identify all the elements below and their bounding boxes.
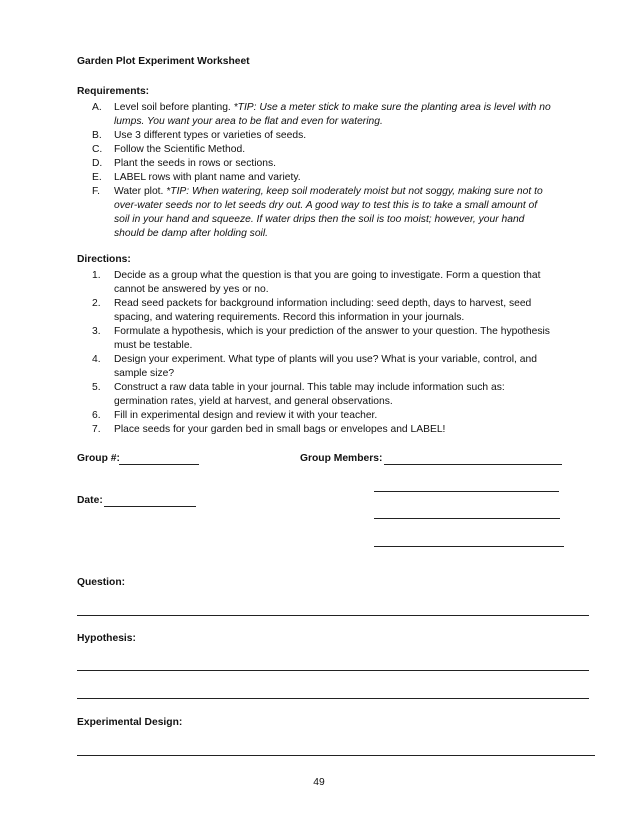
- direction-item-6: [92, 409, 377, 423]
- experimental-design-answer-line[interactable]: [77, 755, 595, 756]
- question-label: Question:: [77, 577, 126, 588]
- direction-continuation: germination rates, yield at harvest, and general observations.: [114, 396, 393, 407]
- direction-text: Construct a raw data table in your journal. This table may include information such as:: [114, 382, 505, 393]
- group-number-label: Group #:: [77, 453, 120, 464]
- requirement-marker: F.: [92, 186, 101, 197]
- direction-text: Design your experiment. What type of plants will you use? What is your variable, control, and: [114, 354, 537, 365]
- direction-item-5: [92, 381, 505, 395]
- direction-text: Decide as a group what the question is that you are going to investigate. Form a question that: [114, 270, 541, 281]
- direction-continuation: spacing, and watering requirements. Record this information in your journals.: [114, 312, 465, 323]
- requirements-heading: Requirements:: [77, 86, 150, 97]
- direction-item-4: [92, 353, 537, 367]
- question-answer-line[interactable]: [77, 615, 589, 616]
- direction-continuation: cannot be answered by yes or no.: [114, 284, 269, 295]
- hypothesis-answer-line-2[interactable]: [77, 698, 589, 699]
- requirement-marker: A.: [92, 102, 102, 113]
- direction-text: Formulate a hypothesis, which is your prediction of the answer to your question. The hypothesis: [114, 326, 550, 337]
- requirement-text: LABEL rows with plant name and variety.: [114, 172, 301, 183]
- requirement-marker: D.: [92, 158, 103, 169]
- requirement-tip: *TIP: Use a meter stick to make sure the planting area is level with no: [233, 102, 551, 113]
- requirement-tip: *TIP: When watering, keep soil moderately moist but not soggy, making sure not to: [166, 186, 543, 197]
- group-member-field-3[interactable]: [374, 518, 560, 519]
- direction-item-7: [92, 423, 445, 437]
- requirement-text: Plant the seeds in rows or sections.: [114, 158, 276, 169]
- direction-item-2: [92, 297, 531, 311]
- hypothesis-label: Hypothesis:: [77, 633, 136, 644]
- requirement-item-e: [92, 171, 301, 185]
- requirement-continuation: lumps. You want your area to be flat and even for watering.: [114, 116, 383, 127]
- direction-item-3: [92, 325, 550, 339]
- requirement-item-c: [92, 143, 245, 157]
- direction-continuation: sample size?: [114, 368, 175, 379]
- requirement-item-f: [92, 185, 543, 199]
- direction-text: Place seeds for your garden bed in small bags or envelopes and LABEL!: [114, 424, 446, 435]
- requirement-text: Use 3 different types or varieties of seeds.: [114, 130, 307, 141]
- requirement-text: Water plot.: [114, 186, 167, 197]
- requirement-item-b: [92, 129, 306, 143]
- experimental-design-label: Experimental Design:: [77, 717, 183, 728]
- group-number-field[interactable]: [119, 464, 199, 465]
- direction-marker: 2.: [92, 298, 101, 309]
- direction-marker: 6.: [92, 410, 101, 421]
- page-number: 49: [313, 777, 325, 788]
- requirement-marker: E.: [92, 172, 102, 183]
- requirement-continuation: over-water seeds nor to let seeds dry out. A good way to test this is to take a small amount of: [114, 200, 538, 211]
- direction-item-1: [92, 269, 540, 283]
- direction-continuation: must be testable.: [114, 340, 193, 351]
- requirement-marker: C.: [92, 144, 103, 155]
- directions-heading: Directions:: [77, 254, 131, 265]
- direction-marker: 1.: [92, 270, 101, 281]
- direction-text: Read seed packets for background information including: seed depth, days to harvest, seed: [114, 298, 532, 309]
- group-member-field-1[interactable]: [384, 464, 562, 465]
- direction-marker: 5.: [92, 382, 101, 393]
- requirement-marker: B.: [92, 130, 102, 141]
- date-label: Date:: [77, 495, 103, 506]
- worksheet-title: Garden Plot Experiment Worksheet: [77, 56, 250, 67]
- requirement-text: Level soil before planting.: [114, 102, 234, 113]
- group-member-field-4[interactable]: [374, 546, 564, 547]
- requirement-text: Follow the Scientific Method.: [114, 144, 246, 155]
- direction-marker: 4.: [92, 354, 101, 365]
- direction-marker: 7.: [92, 424, 101, 435]
- group-member-field-2[interactable]: [374, 491, 559, 492]
- hypothesis-answer-line-1[interactable]: [77, 670, 589, 671]
- requirement-continuation: should be damp after holding soil.: [114, 228, 268, 239]
- requirement-item-d: [92, 157, 276, 171]
- requirement-item-a: [92, 101, 551, 115]
- date-field[interactable]: [104, 506, 196, 507]
- group-members-label: Group Members:: [300, 453, 383, 464]
- direction-text: Fill in experimental design and review it with your teacher.: [114, 410, 378, 421]
- requirement-continuation: soil in your hand and squeeze. If water drips then the soil is too moist; however, your hand: [114, 214, 525, 225]
- direction-marker: 3.: [92, 326, 101, 337]
